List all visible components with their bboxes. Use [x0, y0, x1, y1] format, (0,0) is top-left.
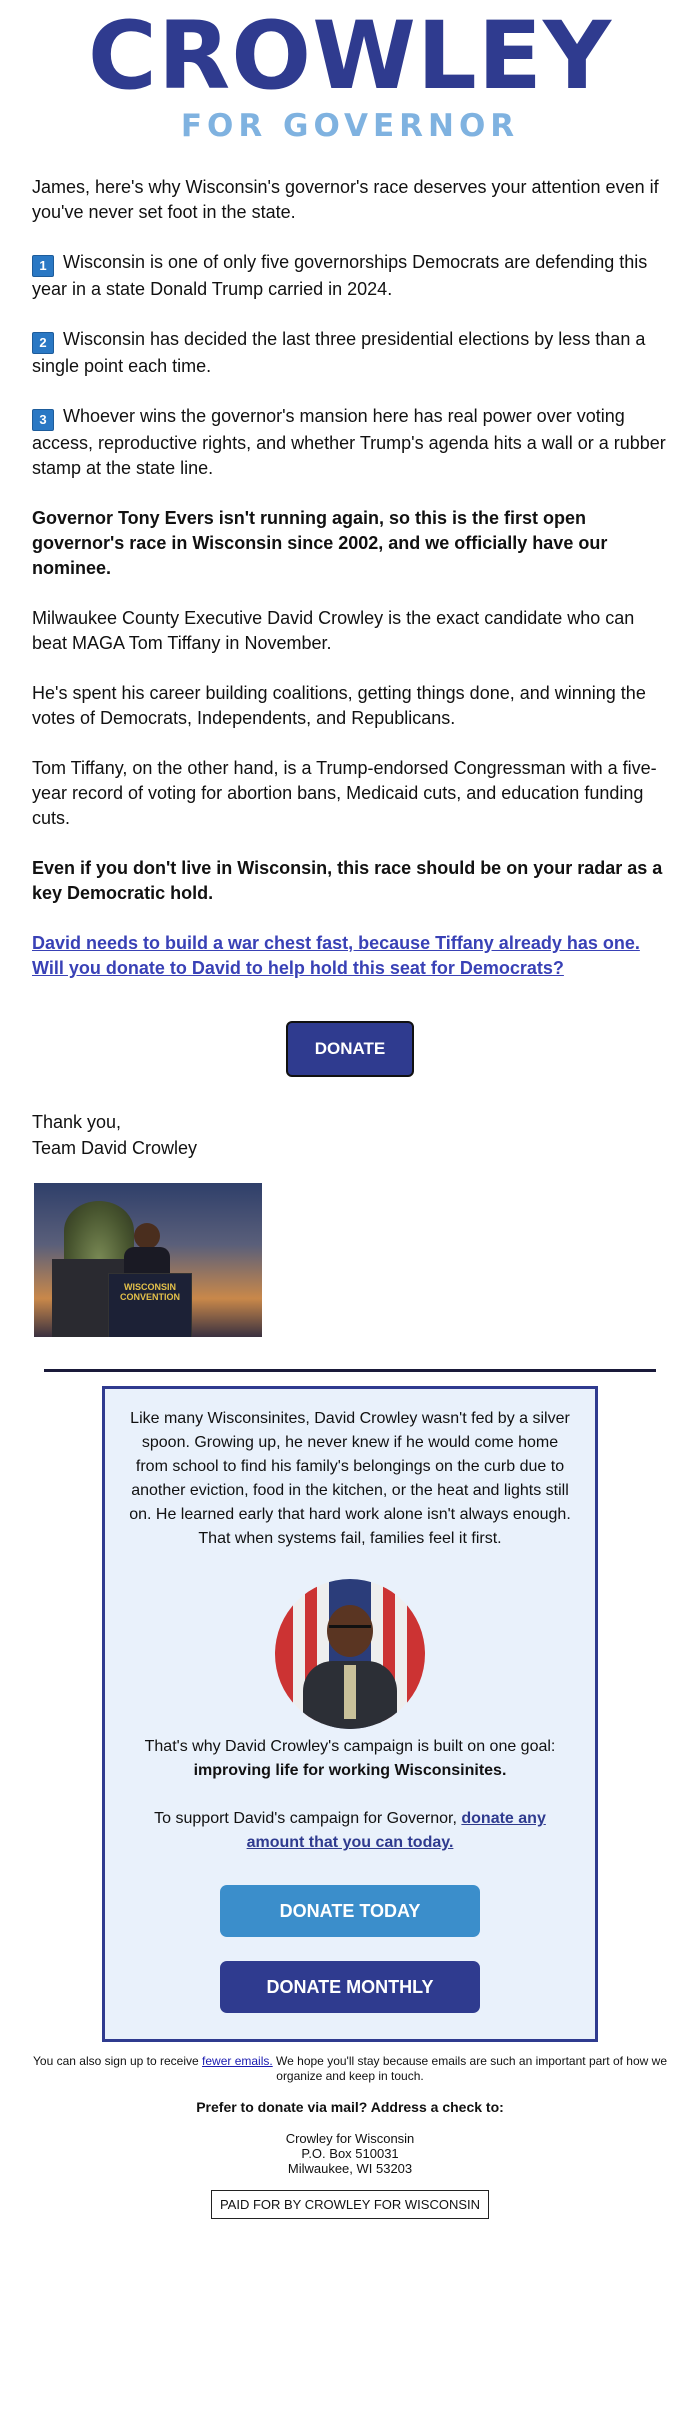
candidate-paragraph: Milwaukee County Executive David Crowley is the exact candidate who can beat MAGA Tom Tiffany in November.	[32, 608, 635, 653]
sign-off	[0, 1109, 700, 1161]
goal-intro: That's why David Crowley's campaign is built on one goal:	[144, 1738, 556, 1755]
open-race-paragraph: Governor Tony Evers isn't running again, so this is the first open governor's race in Wisconsin since 2002, and we officially have our nominee.	[32, 508, 608, 578]
support-text: To support David's campaign for Governor,	[154, 1810, 457, 1827]
logo-wordmark: CROWLEY	[87, 2, 613, 111]
donate-monthly-button[interactable]: DONATE MONTHLY	[220, 1961, 480, 2013]
point-2	[32, 327, 668, 379]
thanks-text: Thank you,	[32, 1112, 122, 1132]
speaker-figure	[134, 1223, 160, 1249]
campaign-logo	[0, 0, 700, 155]
radar-paragraph: Even if you don't live in Wisconsin, this race should be on your radar as a key Democratic hold.	[32, 858, 663, 903]
point-3	[32, 404, 668, 481]
signup-text: You can also sign up to receive fewer emails. We hope you'll stay because emails are such an important part of how we organize and keep in touch.	[33, 2054, 667, 2083]
mail-prompt: Prefer to donate via mail? Address a check to:	[196, 2099, 504, 2115]
donate-any-amount-link[interactable]: donate any amount that you can today.	[246, 1810, 546, 1851]
convention-photo	[34, 1183, 262, 1337]
capitol-dome	[64, 1201, 134, 1261]
point-3-text: Whoever wins the governor's mansion here has real power over voting access, reproductive rights, and whether Trump's agenda hits a wall or a rubber stamp at the state line.	[32, 406, 666, 478]
support-paragraph	[125, 1807, 575, 1855]
podium-sign: WISCONSIN CONVENTION	[119, 1282, 180, 1302]
candidate-portrait	[275, 1579, 425, 1729]
bio-box	[102, 1386, 598, 2042]
logo-tagline: FOR GOVERNOR	[180, 108, 520, 144]
paid-for-disclaimer: PAID FOR BY CROWLEY FOR WISCONSIN	[211, 2190, 489, 2219]
point-1-text: Wisconsin is one of only five governorships Democrats are defending this year in a state Donald Trump carried in 2024.	[32, 252, 648, 299]
keycap-2-icon: 2	[32, 332, 54, 354]
opponent-paragraph: Tom Tiffany, on the other hand, is a Trump-endorsed Congressman with a five-year record of voting for abortion bans, Medicaid cuts, and education funding cuts.	[32, 758, 657, 828]
career-paragraph: He's spent his career building coalitions, getting things done, and winning the votes of Democrats, Independents, and Republicans.	[32, 683, 646, 728]
bio-story: Like many Wisconsinites, David Crowley wasn't fed by a silver spoon. Growing up, he never knew if he would come home from school to find his family's belongings on the curb due to another eviction, food in the kitchen, or the heat and lights still on. He learned early that hard work alone isn't always enough. That when systems fail, families feel it first.	[129, 1410, 571, 1547]
email-body	[0, 155, 700, 981]
goal-text: improving life for working Wisconsinites.	[193, 1762, 507, 1779]
point-2-text: Wisconsin has decided the last three presidential elections by less than a single point each time.	[32, 329, 646, 376]
fewer-emails-link[interactable]: fewer emails.	[202, 2054, 273, 2068]
donate-cta-link[interactable]: David needs to build a war chest fast, because Tiffany already has one. Will you donate to David to help hold this seat for Democrats?	[32, 933, 640, 978]
footer	[0, 2054, 700, 2219]
keycap-1-icon: 1	[32, 255, 54, 277]
donate-today-button[interactable]: DONATE TODAY	[220, 1885, 480, 1937]
point-1	[32, 250, 668, 302]
donate-button[interactable]: DONATE	[286, 1021, 414, 1077]
intro-paragraph: James, here's why Wisconsin's governor's race deserves your attention even if you've never set foot in the state.	[32, 177, 659, 222]
podium	[108, 1273, 192, 1337]
keycap-3-icon: 3	[32, 409, 54, 431]
mailing-address: Crowley for Wisconsin P.O. Box 510031 Milwaukee, WI 53203	[285, 2131, 415, 2176]
divider	[44, 1369, 656, 1372]
signature-text: Team David Crowley	[32, 1138, 198, 1158]
